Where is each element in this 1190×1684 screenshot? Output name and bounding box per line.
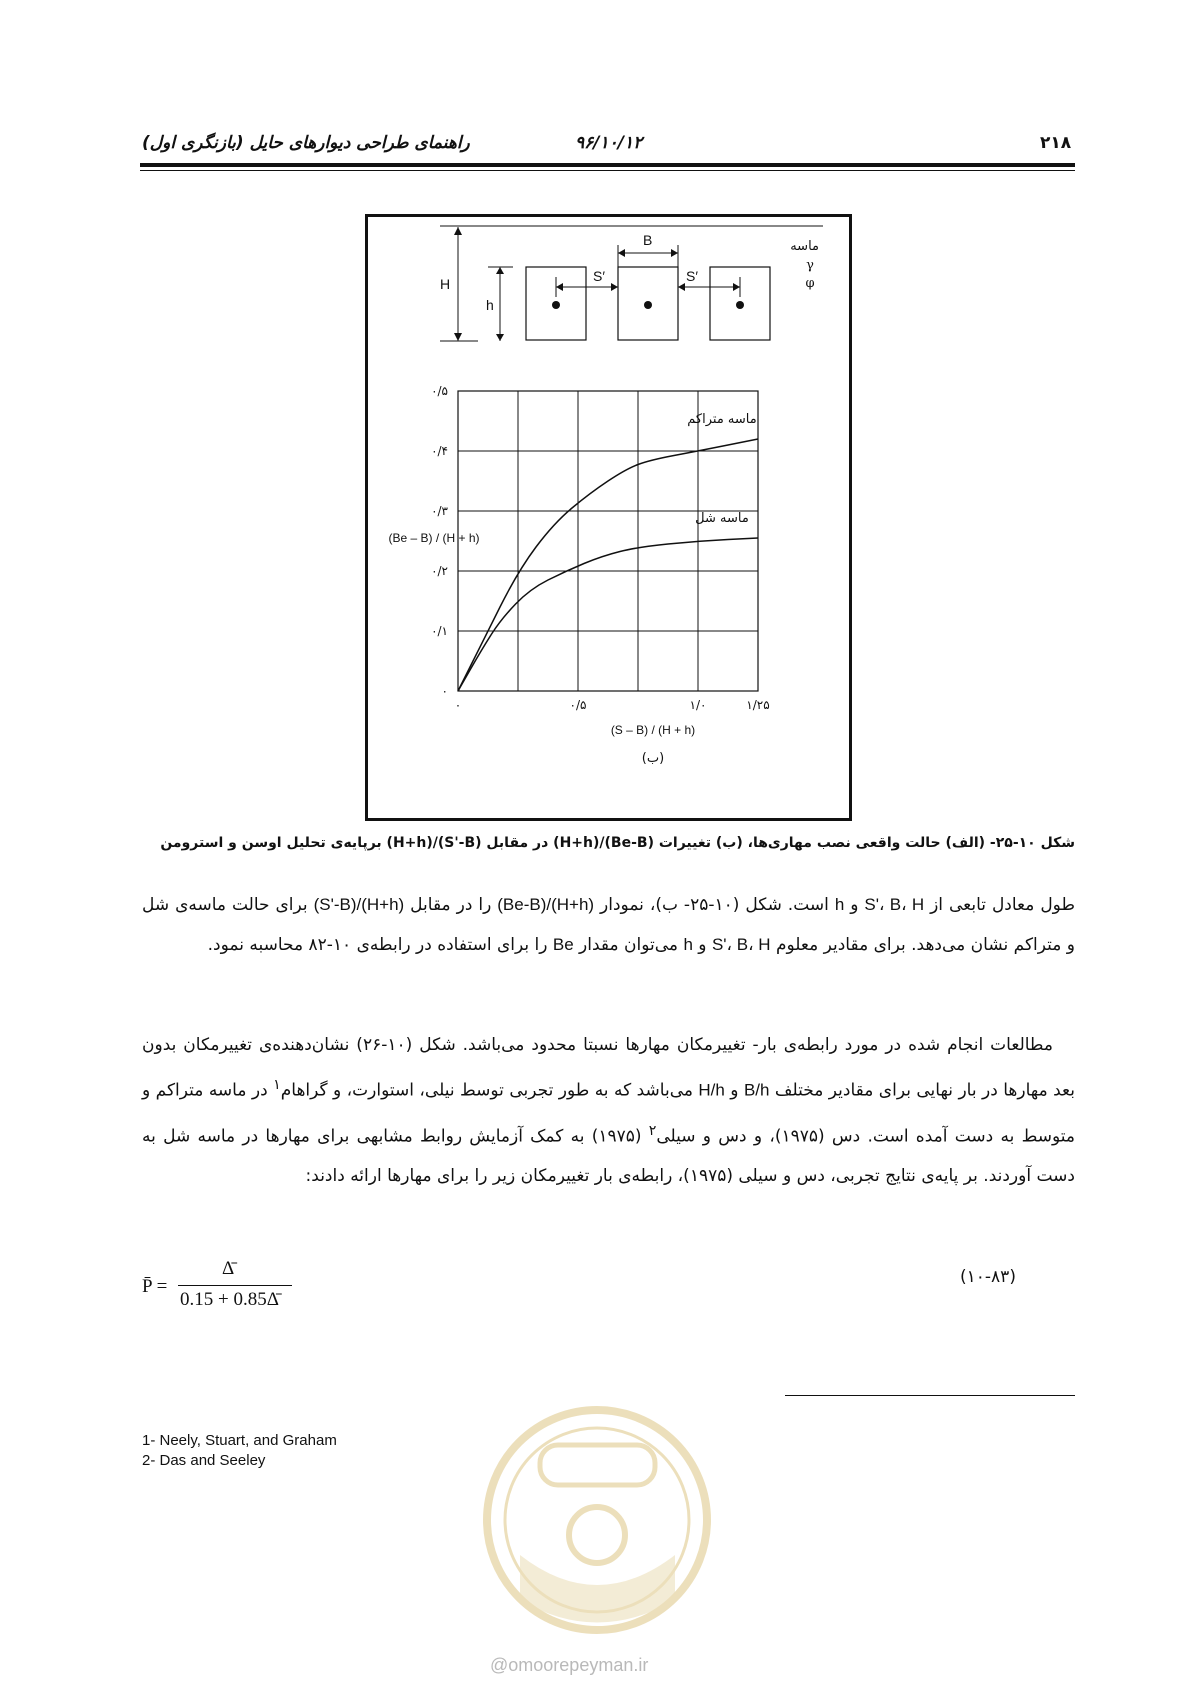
footnote-marker: ۱ — [273, 1077, 281, 1093]
footnote-rule — [785, 1395, 1075, 1396]
label-h: h — [486, 297, 494, 313]
paragraph-2 — [142, 1025, 1075, 1196]
equation — [142, 1258, 312, 1318]
chart — [431, 384, 770, 712]
footnote-marker: ۲ — [648, 1122, 657, 1139]
fraction-bar — [178, 1285, 292, 1286]
x-tick-label: ۰ — [454, 698, 462, 712]
footnote-1: 1- Neely, Stuart, and Graham — [142, 1432, 337, 1449]
paragraph-text: و — [724, 1080, 744, 1101]
paragraph-text: می‌توان مقدار — [573, 935, 684, 955]
header-rule-thick — [140, 163, 1075, 167]
paragraph-1 — [142, 885, 1075, 965]
series-label: ماسه متراکم — [687, 412, 757, 427]
paragraph-text: است. شکل (۱۰-۲۵- ب)، نمودار — [594, 895, 835, 915]
inline-variable: (Be-B)/(H+h) — [497, 895, 595, 914]
series-label: ماسه شل — [695, 511, 749, 526]
anchor-diagram — [440, 226, 823, 341]
equation-number: (۱۰-۸۳) — [960, 1267, 1016, 1287]
inline-variable: Be — [552, 935, 574, 954]
series-loose-line — [458, 538, 758, 691]
label-S-right: S′ — [686, 268, 698, 284]
x-tick-label: ۱/۲۵ — [746, 698, 770, 712]
arrow-icon — [496, 334, 504, 341]
y-tick-label: ۰/۴ — [431, 444, 448, 458]
anchor-rod-dot — [552, 301, 560, 309]
chart-ylabel: (Be – B) / (H + h) — [388, 531, 480, 545]
series-dense-line — [458, 439, 758, 691]
inline-variable: B/h — [743, 1080, 770, 1100]
label-H: H — [440, 276, 451, 292]
arrow-icon — [556, 283, 563, 291]
paragraph-text: و — [844, 895, 865, 915]
arrow-icon — [618, 249, 625, 257]
footnote-2: 2- Das and Seeley — [142, 1452, 266, 1469]
paragraph-text: را برای استفاده در رابطه‌ی ۱۰-۸۲ محاسبه نمود. — [207, 935, 553, 955]
y-tick-label: ۰/۳ — [431, 504, 448, 518]
paragraph-text: و — [692, 935, 712, 955]
arrow-icon — [454, 333, 462, 341]
arrow-icon — [496, 267, 504, 274]
y-tick-label: ۰/۲ — [431, 564, 448, 578]
equation-denominator: 0.15 + 0.85Δ̄ — [180, 1289, 279, 1310]
part-label-b: (ب) — [641, 751, 665, 766]
y-tick-label: ۰/۵ — [431, 384, 448, 398]
anchor-rod-dot — [736, 301, 744, 309]
arrow-icon — [671, 249, 678, 257]
chart-xlabel: (S – B) / (H + h) — [610, 723, 696, 737]
paragraph-text: را در مقابل — [404, 895, 498, 915]
label-sand: ماسه — [790, 239, 819, 254]
arrow-icon — [454, 227, 462, 235]
inline-variable: (S'-B)/(H+h) — [313, 895, 405, 914]
label-S-left: S′ — [593, 268, 605, 284]
label-gamma: γ — [806, 258, 814, 273]
paragraph-text: طول معادل تابعی از — [924, 895, 1075, 915]
arrow-icon — [678, 283, 685, 291]
header-title: راهنمای طراحی دیوارهای حایل (بازنگری اول) — [142, 133, 470, 153]
arrow-icon — [611, 283, 618, 291]
y-tick-label: ۰/۱ — [431, 624, 448, 638]
paragraph-text: مطالعات انجام شده در مورد رابطه‌ی بار- تغییرمکان مهارها نسبتا محدود می‌باشد. شکل (۱۰-۲۶) نشان‌دهنده‌ی تغییرمکان بدون بعد مهارها در بار نهایی برای مقادیر مختلف — [142, 1035, 1075, 1101]
x-tick-label: ۰/۵ — [569, 698, 587, 712]
inline-variable: h — [834, 895, 845, 914]
equation-lhs: P̄ = — [142, 1276, 168, 1297]
figure-frame — [365, 214, 852, 821]
inline-variable: H/h — [698, 1080, 725, 1100]
label-phi: φ — [805, 276, 815, 291]
page-number: ۲۱۸ — [1040, 133, 1072, 153]
paragraph-text: می‌باشد که به طور تجربی توسط نیلی، استوارت، و گراهام — [280, 1080, 699, 1101]
arrow-icon — [733, 283, 740, 291]
watermark-text: @omoorepeyman.ir — [490, 1655, 649, 1675]
inline-variable: S'، B، H — [711, 935, 771, 954]
x-tick-label: ۱/۰ — [689, 698, 707, 712]
paragraph-text: در ماسه متراکم و متوسط به دست آمده است. دس (۱۹۷۵)، و دس و سیلی — [142, 1080, 1076, 1147]
paragraph-text: (۱۹۷۵) به کمک آزمایش روابط مشابهی برای مهارها در ماسه شل به دست آوردند. بر پایه‌ی نتایج تجربی، دس و سیلی (۱۹۷۵)، رابطه‌ی بار تغییرمکان زیر را برای مهارها ارائه دادند: — [142, 1126, 1075, 1187]
inline-variable: S'، B، H — [864, 895, 925, 914]
figure-svg — [368, 217, 849, 818]
figure-caption: شکل ۱۰-۲۵- (الف) حالت واقعی نصب مهاری‌ها، (ب) تغییرات (Be-B)/(H+h) در مقابل (S'-B)/(H+h) برپایه‌ی تحلیل اوسن و استرومن — [160, 835, 1075, 851]
inline-variable: h — [683, 935, 693, 954]
equation-numerator: Δ̄ — [222, 1258, 235, 1279]
anchor-rod-dot — [644, 301, 652, 309]
y-tick-label: ۰ — [441, 684, 448, 698]
paragraph-text: برای حالت ماسه‌ی شل و متراکم نشان می‌دهد. برای مقادیر معلوم — [142, 895, 1075, 955]
label-B: B — [643, 232, 653, 248]
header-date: ۹۶/۱۰/۱۲ — [575, 133, 643, 153]
watermark-seal — [480, 1385, 715, 1655]
header-rule-thin — [140, 170, 1075, 171]
